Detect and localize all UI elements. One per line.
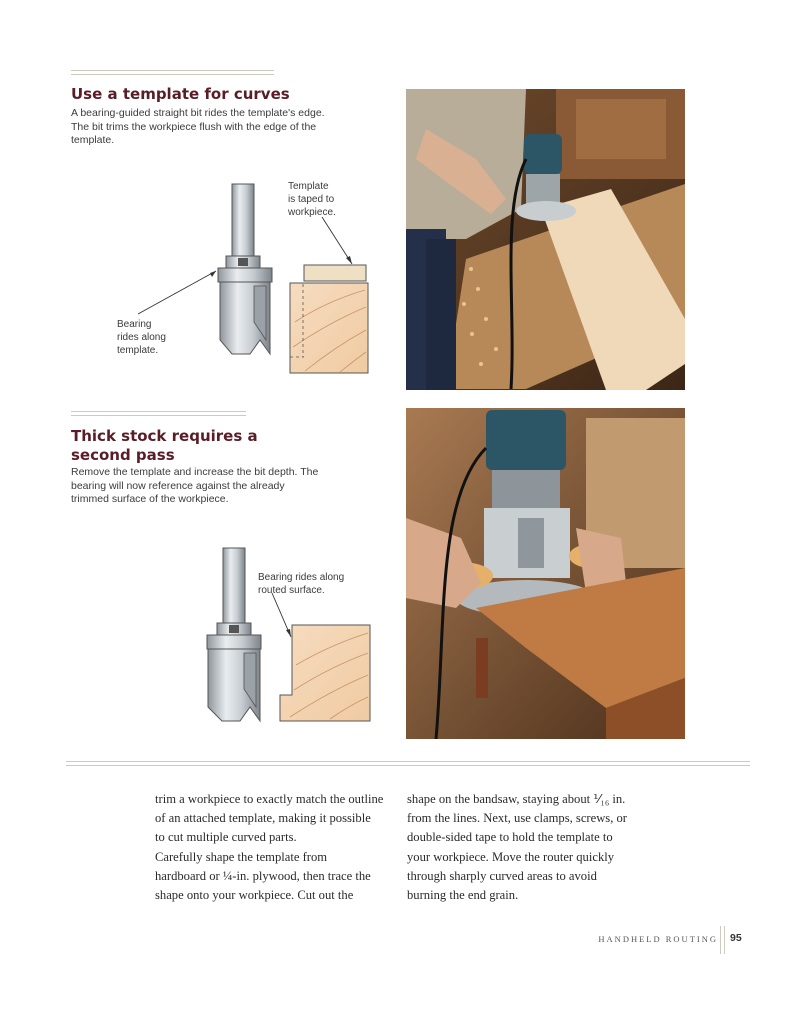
section1-title: Use a template for curves (71, 85, 290, 103)
bearing-label-2: Bearing rides along routed surface. (258, 572, 345, 596)
page-number: 95 (730, 932, 742, 944)
footer-separator (720, 926, 725, 954)
body-column-2: shape on the bandsaw, staying about ⅟₁₆ in. from the lines. Next, use clamps, screws, or double-sided tape to hold the template to your workpiece. Move the router quickly through sharply curved areas to avoid burning the end grain. (407, 792, 627, 903)
router-photo-2 (406, 408, 685, 739)
section1-caption: A bearing-guided straight bit rides the template's edge. The bit trims the workpiece flush with the edge of the template. (71, 107, 325, 146)
body-divider (66, 761, 750, 766)
bearing-label-1: Bearing rides along template. (117, 319, 166, 356)
section2-rule (71, 411, 246, 416)
section1-rule (71, 70, 274, 75)
router-photo-1 (406, 89, 685, 390)
template-label: Template is taped to workpiece. (288, 181, 336, 218)
section2-title: Thick stock requires a second pass (71, 427, 258, 464)
footer-section-name: HANDHELD ROUTING (598, 934, 718, 944)
body-column-1: trim a workpiece to exactly match the outline of an attached template, making it possible to cut multiple curved parts. Carefully shape the template from hardboard or ¼-in. plywood, then trace the shape onto your workpiece. Cut out the (155, 792, 384, 903)
section2-caption: Remove the template and increase the bit depth. The bearing will now reference against the already trimmed surface of the workpiece. (71, 466, 319, 505)
